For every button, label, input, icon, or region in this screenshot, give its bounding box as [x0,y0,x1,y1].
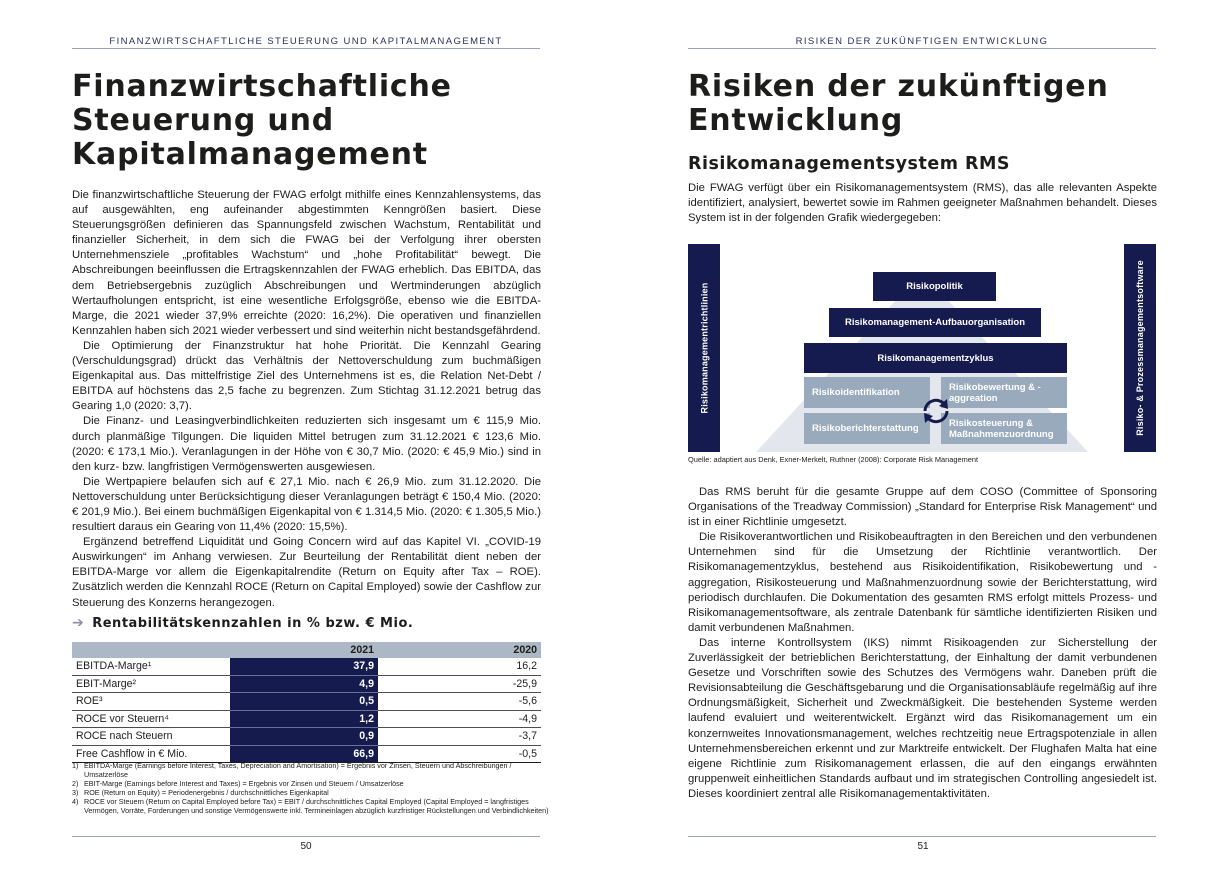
page-number: 50 [300,841,312,852]
cycle-box-reporting: Risikoberichterstattung [804,413,930,444]
footnote [72,798,552,816]
value-2021: 0,5 [230,693,378,711]
page-number: 51 [917,841,929,852]
title-line: Entwicklung [688,103,904,138]
footnote-number: 3) [72,787,79,797]
cycle-box-identification: Risikoidentifikation [804,377,930,408]
cycle-box-assessment: Risikobewertung & -aggreation [941,377,1067,408]
right-side-bar-label: Risiko- & Prozessmanagementsoftware [1135,260,1145,436]
paragraph: Die Finanz- und Leasingverbindlichkeiten reduzierten sich insgesamt um € 115,9 Mio. durch planmäßige Tilgungen. Die liquiden Mittel betrugen zum 31.12.2021 € 123,6 Mio. (2020: € 173,1 Mio.). Veranlagungen in der Höhe von € 30,7 Mio. (2020: € 45,9 Mio.) sind in den kurz- bzw. langfristigen Vermögenswerten ausgewiesen. [72,415,541,473]
pyramid-level-2: Risikomanagement-Aufbauorganisation [829,308,1041,337]
table-row [72,693,541,711]
page-title [688,70,1158,138]
table-header-row [72,642,541,658]
kpi-table [72,642,541,763]
footnote-number: 4) [72,796,79,806]
title-line: Finanzwirtschaftliche [72,69,452,104]
paragraph: Die Optimierung der Finanzstruktur hat hohe Priorität. Die Kennzahl Gearing (Verschuldungsgrad) drückt das Verhältnis der Nettoverschuldung zum buchmäßigen Eigenkapital aus. Das mittelfristige Ziel des Unternehmens ist es, die Relation Net-Debt / EBITDA auf höchstens das 2,5 fache zu begrenzen. Zum Stichtag 31.12.2021 betrug das Gearing 1,0 (2020: 3,7). [72,339,541,413]
title-line: Risiken der zukünftigen [688,69,1109,104]
table-row [72,745,541,763]
value-2020: 16,2 [378,658,541,675]
running-head: RISIKEN DER ZUKÜNFTIGEN ENTWICKLUNG [795,36,1049,47]
rms-diagram [688,244,1156,452]
column-header-2020: 2020 [378,642,541,658]
footnote-number: 1) [72,761,79,770]
column-header [72,642,230,658]
header-rule [72,48,540,49]
cycle-arrows-icon [919,396,953,426]
footnote-text: EBIT-Marge (Earnings before Interest and Taxes) = Ergebnis vor Zinsen und Steuern / Umsatzerlöse [84,778,404,788]
footnote-number: 2) [72,778,79,788]
row-label: ROCE vor Steuern⁴ [72,710,230,728]
table-row [72,728,541,746]
header-rule [688,48,1156,49]
pyramid-level-1: Risikopolitik [873,272,996,301]
column-header-2021: 2021 [230,642,378,658]
table-row [72,710,541,728]
value-2021: 0,9 [230,728,378,746]
footnotes [72,762,552,815]
footnote-text: ROCE vor Steuern (Return on Capital Employed before Tax) = EBIT / durchschnittliches Capital Employed (Capital Employed = langfristiges Vermögen, Vorräte, Forderungen und sonstige Vermögenswerte inkl. Termineinlagen abzüglich kurzfristiger Rückstellungen und Verbindlichkeiten) [84,796,549,815]
footer-rule [688,836,1156,837]
value-2021: 37,9 [230,658,378,675]
running-head: FINANZWIRTSCHAFTLICHE STEUERUNG UND KAPITALMANAGEMENT [109,36,503,47]
left-side-bar-label: Risikomanagementrichtlinien [699,282,709,414]
body-text [688,485,1157,802]
value-2020: -3,7 [378,728,541,746]
footnote-text: ROE (Return on Equity) = Periodenergebnis / durchschnittliches Eigenkapital [84,787,329,797]
paragraph: Die Risikoverantwortlichen und Risikobeauftragten in den Bereichen und den verbundenen Unternehmen sind für die Umsetzung der Richtlinie verantwortlich. Der Risikomanagementzyklus, bestehend aus Risikoidentifikation, Risikobewertung und -aggregation, Risikosteuerung und Maßnahmenzuordnung sowie der Berichterstattung, wird periodisch durchlaufen. Die Dokumentation des gesamten RMS erfolgt mittels Prozess- und Risikomanagementsoftware, als zentrale Datenbank für sämtliche identifizierten Risiken und damit verbundenen Maßnahmen. [688,531,1157,634]
table-row [72,675,541,693]
paragraph: Das RMS beruht für die gesamte Gruppe auf dem COSO (Committee of Sponsoring Organisations of the Treadway Commission) „Standard for Enterprise Risk Management“ und ist in einer Richtlinie umgesetzt. [688,486,1157,529]
right-side-bar [1124,244,1156,452]
value-2021: 4,9 [230,675,378,693]
diagram-source: Quelle: adaptiert aus Denk, Exner-Merkelt, Ruthner (2008): Corporate Risk Management [688,455,979,464]
row-label: EBIT-Marge² [72,675,230,693]
section-subtitle: Risikomanagementsystem RMS [688,154,1011,174]
body-text [72,188,541,611]
paragraph: Die Wertpapiere belaufen sich auf € 27,1 Mio. nach € 26,9 Mio. zum 31.12.2020. Die Nettoverschuldung unter Berücksichtigung dieser Veranlagungen beträgt € 150,4 Mio. (2020: € 201,9 Mio.). Bei einem buchmäßigen Eigenkapital von € 1.314,5 Mio. (2020: € 1.305,5 Mio.) resultiert daraus ein Gearing von 11,4% (2020: 15,5%). [72,475,541,534]
row-label: ROCE nach Steuern [72,728,230,746]
row-label: ROE³ [72,693,230,711]
right-page [614,0,1228,876]
value-2020: -25,9 [378,675,541,693]
page-title [72,70,542,172]
table-row [72,658,541,675]
arrow-right-icon: ➔ [72,615,85,631]
value-2021: 66,9 [230,745,378,763]
row-label: Free Cashflow in € Mio. [72,745,230,763]
footer-rule [72,836,540,837]
table-heading [72,615,413,631]
value-2020: -5,6 [378,693,541,711]
title-line: Kapitalmanagement [72,137,428,172]
paragraph: Die FWAG verfügt über ein Risikomanagementsystem (RMS), das alle relevanten Aspekte identifiziert, analysiert, bewertet sowie im Rahmen geeigneter Maßnahmen behandelt. Dieses System ist in der folgenden Grafik wiedergegeben: [688,182,1157,225]
table-heading-text: Rentabilitätskennzahlen in % bzw. € Mio. [92,615,414,631]
row-label: EBITDA-Marge¹ [72,658,230,675]
footnote [72,762,552,780]
pyramid-level-3: Risikomanagementzyklus [804,343,1067,373]
paragraph: Ergänzend betreffend Liquidität und Going Concern wird auf das Kapitel VI. „COVID-19 Auswirkungen“ im Anhang verwiesen. Zur Beurteilung der Rentabilität dient neben der EBITDA-Marge vor allem die Eigenkapitalrendite (Return on Equity after Tax – ROE). Zusätzlich werden die Kennzahl ROCE (Return on Capital Employed) sowie der Cashflow zur Steuerung des Konzerns herangezogen. [72,536,541,609]
value-2021: 1,2 [230,710,378,728]
title-line: Steuerung und [72,103,335,138]
cycle-box-control: Risikosteuerung & Maßnahmenzuordnung [941,413,1067,444]
value-2020: -4,9 [378,710,541,728]
footnote-text: EBITDA-Marge (Earnings before Interest, Taxes, Depreciation and Amortisation) = Ergebnis vor Zinsen, Steuern und Abschreibungen / Umsatzerlöse [84,761,512,779]
paragraph: Das interne Kontrollsystem (IKS) nimmt Risikoagenden zur Sicherstellung der Zuverlässigkeit der betrieblichen Berichterstattung, der Einhaltung der damit verbundenen Gesetze und Vorschriften sowie des Schutzes des Vermögens wahr. Daneben prüft die Revisionsabteilung die Geschäftsgebarung und die Organisationsabläufe regelmäßig auf ihre Ordnungsmäßigkeit, Sicherheit und Zweckmäßigkeit. Die bestehenden Systeme werden laufend evaluiert und weiterentwickelt. Ergänzt wird das Risikomanagement um ein konzernweites Innovationsmanagement, welches rechtzeitig neue Ertragspotenziale in allen Unternehmensbereichen erkennt und zur Marktreife entwickelt. Der Flughafen Malta hat eine eigene Richtlinie zum Risikomanagement erlassen, die auf den eingangs erwähnten gruppenweit einheitlichen Standards aufbaut und im strategischen Controlling angesiedelt ist. Dieses koordiniert zentral alle Risikomanagementaktivitäten. [688,636,1157,800]
left-side-bar [688,244,720,452]
intro-text [688,181,1157,226]
value-2020: -0,5 [378,745,541,763]
paragraph: Die finanzwirtschaftliche Steuerung der FWAG erfolgt mithilfe eines Kennzahlensystems, das auf ausgewählten, eng aufeinander abgestimmten Kenngrößen basiert. Diese Steuerungsgrößen definieren das Spannungsfeld zwischen Wachstum, Rentabilität und finanzieller Sicherheit, in dem sich die FWAG bei der Verfolgung ihrer obersten Unternehmensziele „profitables Wachstum“ und „hohe Profitabilität“ bewegt. Die Abschreibungen beeinflussen die Ertragskennzahlen der FWAG erheblich. Das EBITDA, das dem Betriebsergebnis zuzüglich Abschreibungen und Wertminderungen abzüglich Wertaufholungen entspricht, ist eine wesentliche Erfolgsgröße, ebenso wie die EBITDA-Marge, die 2021 wieder 37,9% erreichte (2020: 16,2%). Die operativen und finanziellen Kennzahlen haben sich 2021 wieder verbessert und sind weiterhin nicht bestandsgefährdend. [72,189,541,337]
